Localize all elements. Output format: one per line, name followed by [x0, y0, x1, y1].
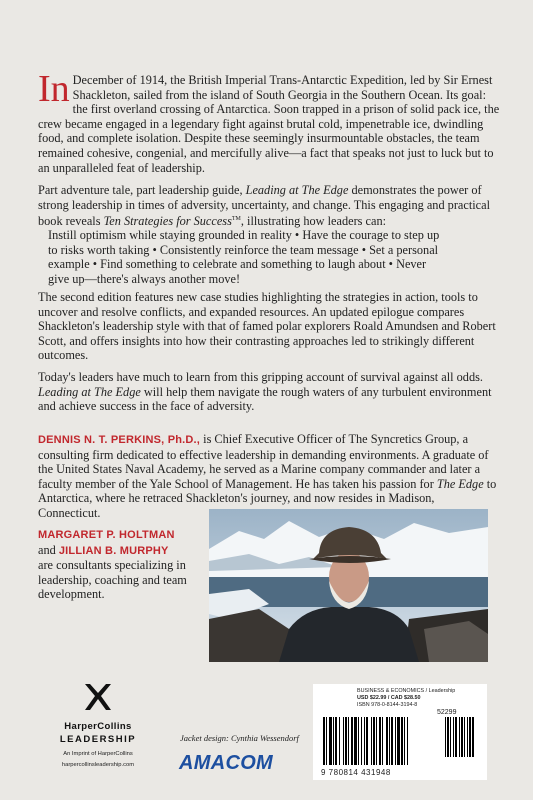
para2-text-1: Part adventure tale, part leadership guide,: [38, 183, 246, 197]
second-edition-paragraph: The second edition features new case studies highlighting the strategies in action, tools to uncover and resolve conflicts, and expanded resources. An updated epilogue compares Shackleton's leadership style with that of famed polar explorers Roald Amundsen and Robert Scott, and offers insights into how their contrasting approaches led to strikingly different outcomes.: [38, 290, 496, 363]
publisher-name: HarperCollins: [64, 721, 132, 732]
price-addon-code: 52299: [437, 709, 457, 716]
isbn-barcode: [323, 717, 481, 767]
bio-text-2: to Antarctica, where he retraced Shackleton's journey, and now resides in Madison, Connecticut.: [38, 476, 497, 520]
book-title-italic: Leading at The Edge: [245, 183, 349, 197]
harpercollins-leadership-logo: [38, 682, 158, 782]
coauthors-block: [38, 527, 198, 602]
intro-paragraph: [38, 68, 500, 175]
strategies-title: Ten Strategies for Success: [103, 214, 232, 229]
book-title-italic-2: Leading at The Edge: [38, 384, 141, 399]
price-text: USD $22.99 / CAD $28.50: [357, 695, 421, 701]
description-paragraph: [38, 183, 500, 229]
coauthor-name-2: JILLIAN B. MURPHY: [58, 544, 169, 557]
barcode-number: 9 780814 431948: [321, 768, 391, 777]
isbn-text: ISBN 978-0-8144-3194-8: [357, 702, 418, 708]
barcode-label: [313, 684, 487, 780]
para2-text-2: demonstrates the power of strong leadership in times of adversity, uncertainty, and change. This engaging and practical book reveals: [38, 183, 490, 229]
para2-text-3: , illustrating how leaders can:: [240, 214, 387, 229]
jacket-credit: Jacket design: Cynthia Wessendorf: [180, 733, 299, 743]
para4-text-2: will help them navigate the rough waters of any turbulent environment and achieve success in the face of adversity.: [38, 384, 492, 414]
author-name: DENNIS N. T. PERKINS, Ph.D.,: [38, 434, 201, 446]
bio-book-title: The Edge: [436, 476, 484, 491]
closing-paragraph: [38, 370, 500, 414]
harpercollins-flame-icon: [81, 682, 115, 712]
drop-cap: In: [38, 68, 70, 110]
trademark-mark: TM: [231, 216, 241, 223]
intro-text: December of 1914, the British Imperial Trans-Antarctic Expedition, led by Sir Ernest Shackleton, sailed from the island of South Georgia in the Southern Ocean. Its goal: the first overland crossing of Antarctica. Soon trapped in a prison of solid pack ice, the crew became engaged in a legendary fight against brutal cold, impenetrable ice, dwindling food, and complete isolation. Despite these seemingly insurmountable obstacles, the team remained cohesive, congenial, and mercifully alive—a fact that speaks not just to luck but to an unparalleled feat of leadership.: [38, 73, 500, 175]
publisher-imprint: An Imprint of HarperCollins: [63, 751, 133, 757]
author-photo: [209, 509, 488, 662]
bio-text-1: is Chief Executive Officer of The Syncretics Group, a consulting firm dedicated to effective leadership in demanding environments. A graduate of the United States Naval Academy, he served as a Marine company commander and later a faculty member of the Yale School of Management. He has taken his passion for: [38, 432, 489, 491]
bisac-category: BUSINESS & ECONOMICS / Leadership: [357, 688, 456, 694]
strategy-list: Instill optimism while staying grounded in reality • Have the courage to step up to risks worth taking • Consistently reinforce the team message • Set a personal example • Find something to celebrate and something to laugh about • Never give up—there's always another move!: [48, 228, 440, 286]
publisher-leadership: LEADERSHIP: [59, 734, 137, 745]
author-bio: [38, 432, 500, 521]
para4-text-1: Today's leaders have much to learn from this gripping account of survival against all odds.: [38, 370, 483, 384]
and-text: and: [38, 542, 56, 557]
amacom-logo: AMACOM: [179, 752, 274, 774]
publisher-url: harpercollinsleadership.com: [61, 762, 135, 768]
coauthor-name-1: MARGARET P. HOLTMAN: [38, 529, 175, 541]
coauthors-text: are consultants specializing in leadership, coaching and team development.: [38, 558, 187, 602]
